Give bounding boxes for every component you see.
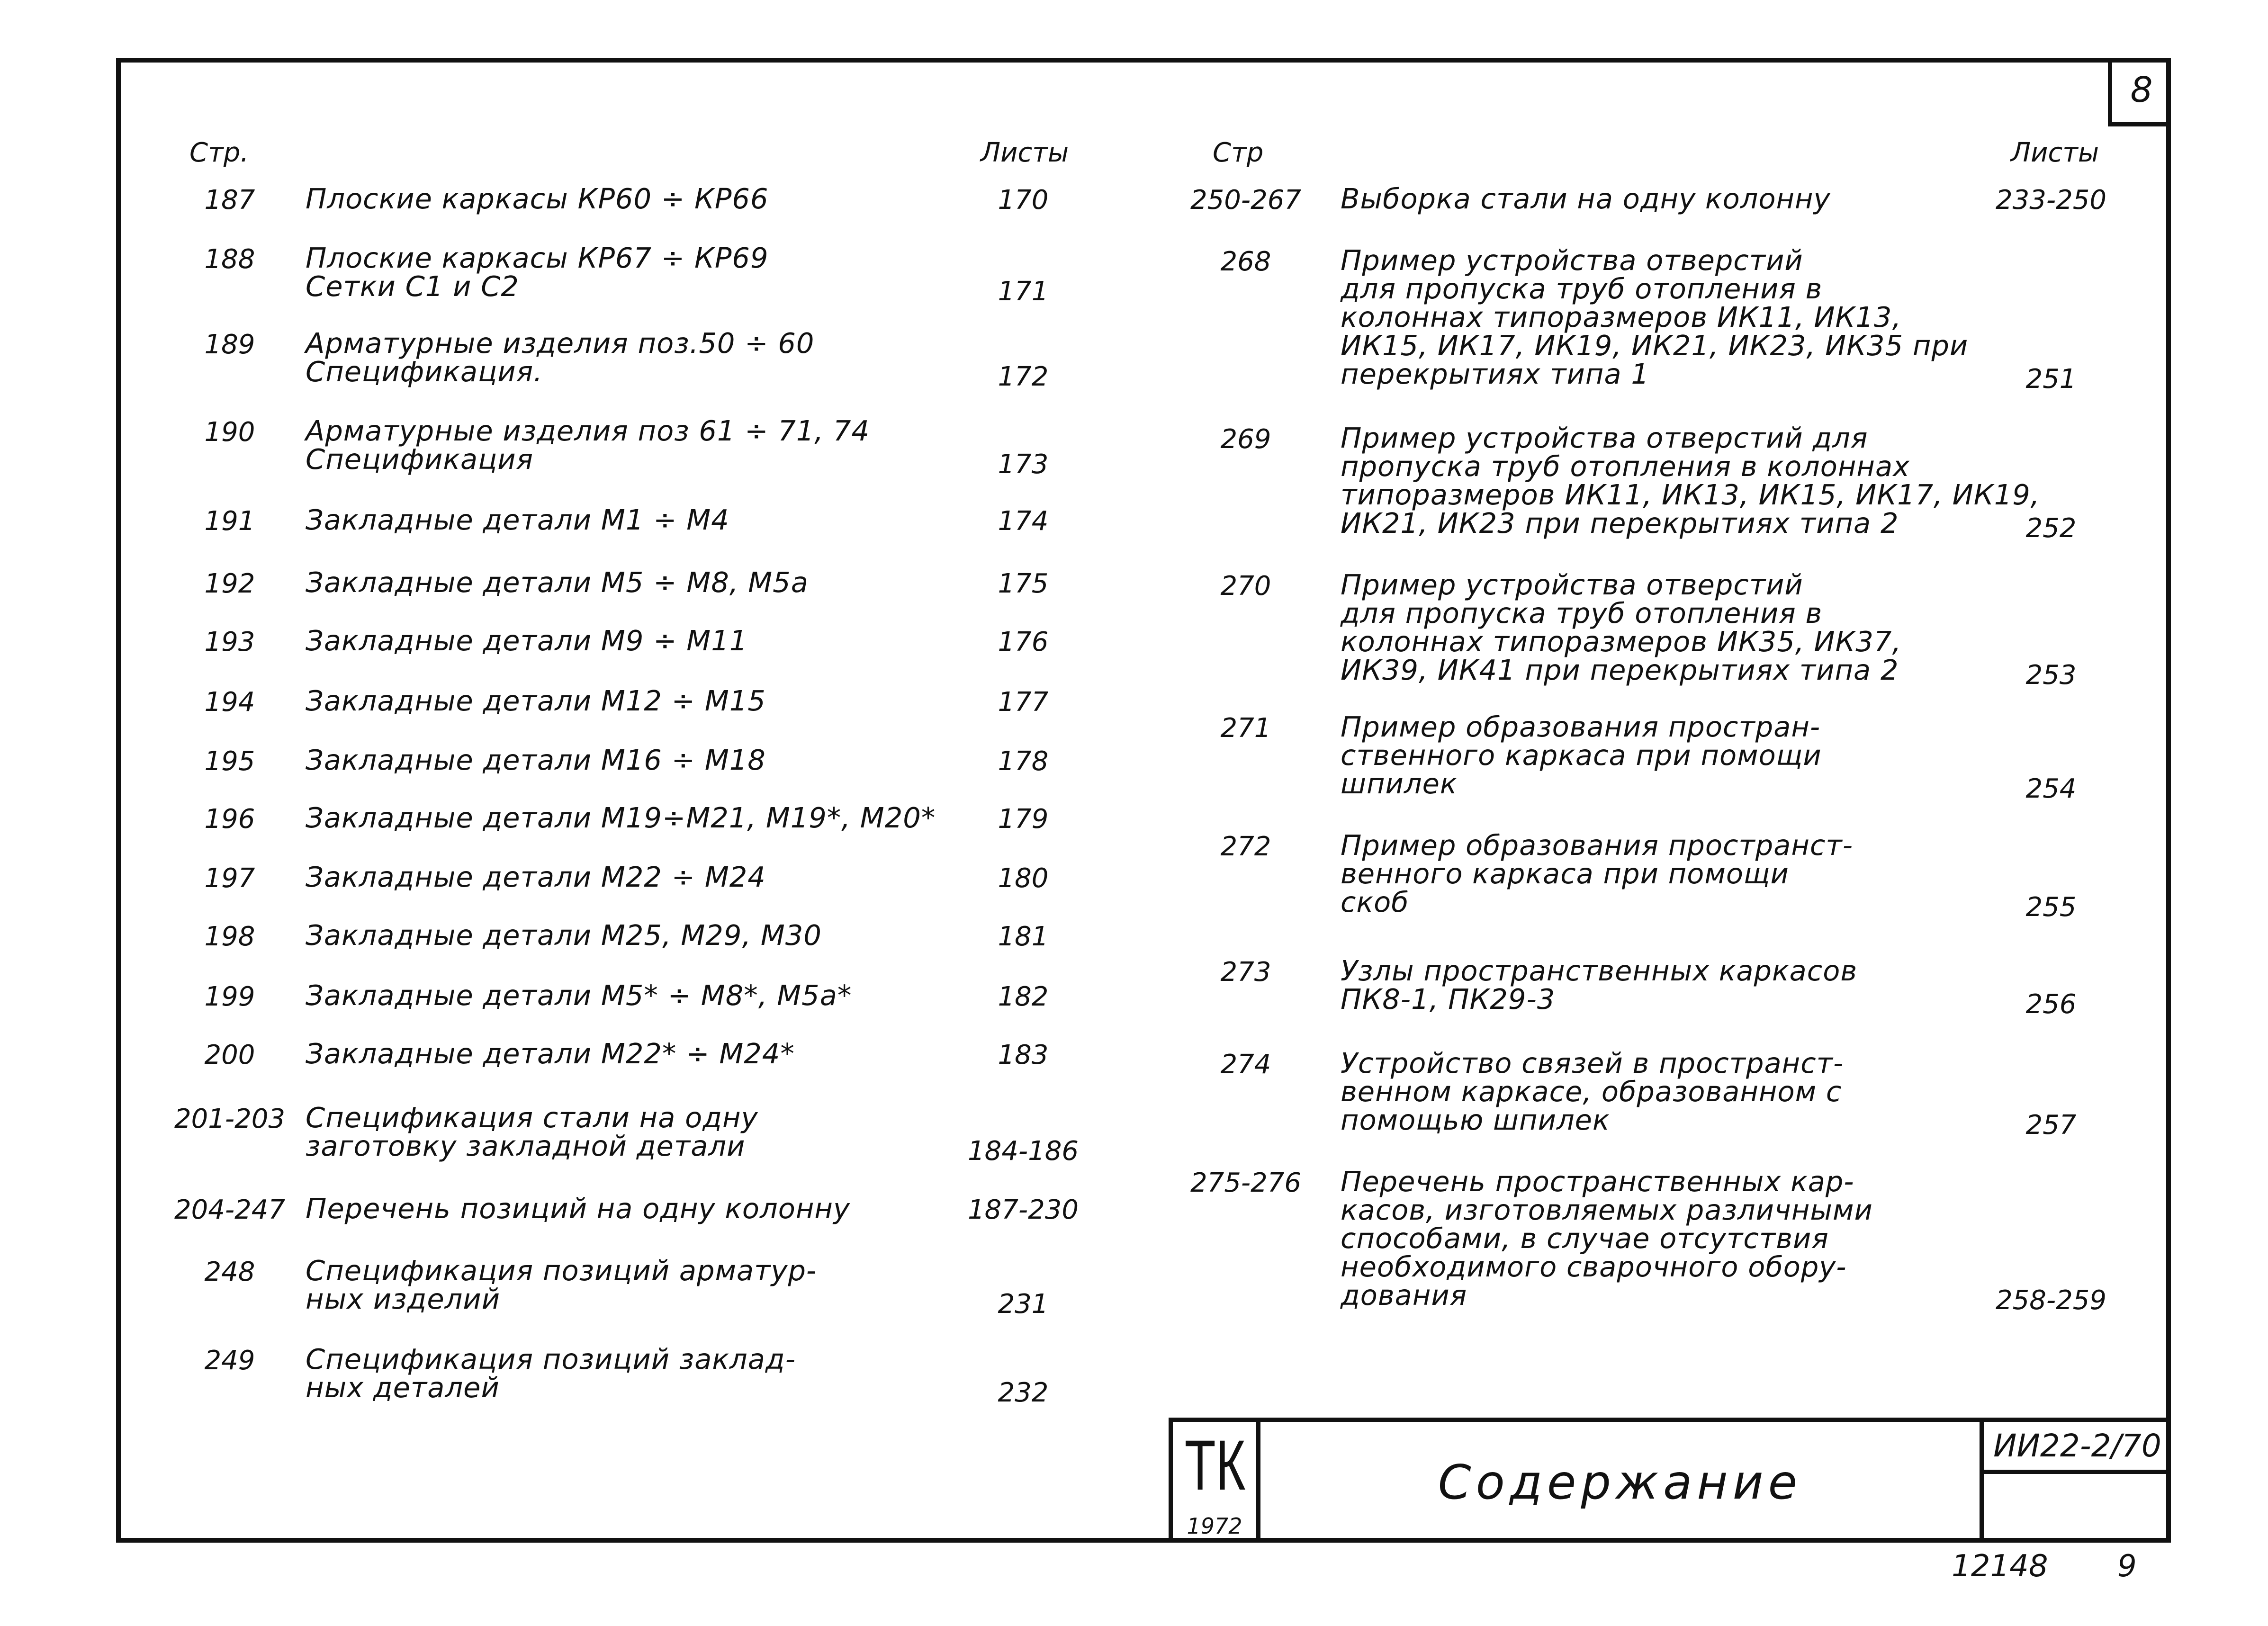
right-entry-title <box>1341 182 1831 215</box>
right-entry-sheets: 256 <box>2025 989 2077 1020</box>
left-entry-page: 191 <box>204 506 255 537</box>
org-cell <box>1173 1422 1260 1543</box>
left-entry-title <box>306 1192 850 1225</box>
left-entry-title-line: Закладные детали М5* ÷ М8*, М5а* <box>306 979 852 1012</box>
left-entry-page: 190 <box>204 417 255 448</box>
right-entry-title-line: венного каркаса при помощи <box>1341 857 1789 890</box>
right-entry-title-line: ПК8-1, ПК29-3 <box>1341 983 1556 1015</box>
left-entry-title <box>306 981 852 1010</box>
left-entry-title-line: Закладные детали М22 ÷ М24 <box>306 861 766 893</box>
left-entry-sheets: 174 <box>998 506 1049 537</box>
right-entry-title-line: Перечень пространственных кар- <box>1341 1165 1854 1198</box>
left-entry-title-line: Закладные детали М16 ÷ М18 <box>306 744 766 776</box>
left-entry-sheets: 231 <box>998 1289 1049 1320</box>
left-entry-title-line: Спецификация стали на одну <box>306 1101 758 1134</box>
right-entry-page: 275-276 <box>1190 1168 1301 1198</box>
inventory-number: 12148 <box>1952 1549 2048 1584</box>
left-entry-page: 195 <box>204 746 255 777</box>
right-entry-title <box>1341 710 1822 800</box>
left-entry-title <box>306 503 729 536</box>
left-entry-sheets: 172 <box>998 361 1049 392</box>
left-entry-title-line: Закладные детали М25, М29, М30 <box>306 919 822 952</box>
left-entry-sheets: 170 <box>998 185 1049 216</box>
right-entry-title-line: венном каркасе, образованном с <box>1341 1075 1842 1108</box>
right-entry-title-line: Пример образования простран- <box>1341 710 1821 743</box>
left-entry-title <box>306 801 936 834</box>
left-entry-title <box>306 921 822 950</box>
left-entry-title-line: ных деталей <box>306 1371 500 1404</box>
right-entry-title-line: колоннах типоразмеров ИК11, ИК13, <box>1341 301 1902 333</box>
left-entry-title-line: ных изделий <box>306 1283 501 1315</box>
left-entry-title-line: Спецификация. <box>306 355 543 388</box>
right-entry-title <box>1341 1049 1844 1134</box>
right-entry-title-line: касов, изготовляемых различными <box>1341 1194 1873 1226</box>
right-entry-page: 274 <box>1220 1049 1271 1080</box>
left-entry-title-line: Плоские каркасы КР60 ÷ КР66 <box>306 182 769 215</box>
left-entry-title-line: Спецификация <box>306 443 534 476</box>
right-entry-title <box>1341 954 1858 1015</box>
left-entry-sheets: 177 <box>998 687 1049 718</box>
title-block <box>1169 1418 2171 1543</box>
left-entry-title <box>306 1101 758 1162</box>
left-entry-title <box>306 1345 796 1402</box>
right-entry-title <box>1341 831 1853 916</box>
right-entry-title-line: способами, в случае отсутствия <box>1341 1222 1829 1255</box>
left-entry-page: 194 <box>204 687 255 718</box>
left-entry-sheets: 183 <box>998 1040 1049 1070</box>
right-entry-title-line: Пример устройства отверстий для <box>1341 422 1868 454</box>
right-entry-page: 250-267 <box>1190 185 1301 216</box>
right-entry-sheets: 254 <box>2025 773 2077 804</box>
page-number: 8 <box>2108 58 2171 126</box>
right-entry-title-line: колоннах типоразмеров ИК35, ИК37, <box>1341 625 1902 658</box>
document-title: Содержание <box>1260 1422 1984 1543</box>
left-entry-page: 189 <box>204 329 255 360</box>
header-sheets-left: Листы <box>981 137 1069 168</box>
left-entry-sheets: 178 <box>998 746 1049 777</box>
right-entry-title-line: Пример устройства отверстий <box>1341 568 1803 601</box>
left-entry-page: 248 <box>204 1257 255 1287</box>
left-entry-title-line: Перечень позиций на одну колонну <box>306 1192 850 1225</box>
org-mark: ТК <box>1184 1425 1246 1505</box>
right-entry-page: 271 <box>1220 713 1271 744</box>
left-entry-page: 187 <box>204 185 255 216</box>
right-entry-page: 269 <box>1220 424 1271 455</box>
left-entry-sheets: 171 <box>998 276 1049 307</box>
left-entry-title <box>306 863 766 891</box>
left-entry-title-line: Плоские каркасы КР67 ÷ КР69 <box>306 242 769 274</box>
right-entry-title-line: для пропуска труб отопления в <box>1341 597 1823 629</box>
left-entry-page: 204-247 <box>174 1195 285 1225</box>
left-entry-sheets: 180 <box>998 863 1049 894</box>
left-entry-title <box>306 746 766 774</box>
right-entry-title-line: ИК15, ИК17, ИК19, ИК21, ИК23, ИК35 при <box>1341 329 1969 362</box>
right-entry-title-line: пропуска труб отопления в колоннах <box>1341 450 1910 483</box>
left-entry-title <box>306 329 814 386</box>
left-entry-title-line: Спецификация позиций арматур- <box>306 1254 817 1287</box>
left-entry-sheets: 232 <box>998 1377 1049 1408</box>
right-entry-title-line: для пропуска труб отопления в <box>1341 272 1823 305</box>
header-page-right: Стр <box>1213 137 1264 168</box>
org-year: 1972 <box>1187 1513 1242 1539</box>
right-entry-title-line: дования <box>1341 1279 1467 1312</box>
left-entry-page: 200 <box>204 1040 255 1070</box>
right-entry-title-line: Устройство связей в пространст- <box>1341 1047 1844 1079</box>
left-entry-sheets: 181 <box>998 921 1049 952</box>
left-entry-page: 198 <box>204 921 255 952</box>
right-entry-page: 270 <box>1220 571 1271 602</box>
right-entry-title <box>1341 568 1902 686</box>
left-entry-title-line: Арматурные изделия поз.50 ÷ 60 <box>306 327 815 359</box>
right-entry-title-line: типоразмеров ИК11, ИК13, ИК15, ИК17, ИК19, <box>1341 478 2040 511</box>
right-entry-title-line: ственного каркаса при помощи <box>1341 739 1822 772</box>
left-entry-title-line: Закладные детали М1 ÷ М4 <box>306 503 729 536</box>
right-entry-sheets: 258-259 <box>1996 1285 2106 1316</box>
right-entry-title-line: ИК21, ИК23 при перекрытиях типа 2 <box>1341 507 1899 539</box>
right-entry-title <box>1341 246 1968 388</box>
right-entry-title-line: помощью шпилек <box>1341 1104 1610 1136</box>
right-entry-title-line: шпилек <box>1341 767 1458 800</box>
left-entry-sheets: 173 <box>998 449 1049 480</box>
right-entry-title-line: Выборка стали на одну колонну <box>1341 182 1831 215</box>
header-sheets-right: Листы <box>2011 137 2099 168</box>
left-entry-page: 199 <box>204 981 255 1012</box>
left-entry-sheets: 184-186 <box>968 1136 1079 1167</box>
left-entry-title <box>306 568 809 597</box>
left-entry-title-line: Сетки С1 и С2 <box>306 270 519 303</box>
left-entry-title <box>306 182 769 215</box>
right-entry-page: 268 <box>1220 246 1271 277</box>
left-entry-sheets: 187-230 <box>968 1195 1079 1225</box>
left-entry-title-line: Спецификация позиций заклад- <box>306 1343 796 1375</box>
right-entry-title-line: ИК39, ИК41 при перекрытиях типа 2 <box>1341 654 1899 686</box>
header-page-left: Стр. <box>189 137 249 168</box>
left-entry-title-line: Закладные детали М9 ÷ М11 <box>306 624 748 657</box>
right-entry-sheets: 255 <box>2025 892 2077 923</box>
left-entry-page: 192 <box>204 568 255 599</box>
left-entry-title-line: Арматурные изделия поз 61 ÷ 71, 74 <box>306 414 870 447</box>
left-entry-title <box>306 414 870 476</box>
right-entry-title-line: Пример устройства отверстий <box>1341 244 1803 277</box>
right-entry-page: 273 <box>1220 957 1271 988</box>
right-entry-title-line: перекрытиях типа 1 <box>1341 358 1649 390</box>
right-entry-title-line: скоб <box>1341 886 1409 918</box>
left-entry-page: 196 <box>204 804 255 835</box>
right-entry-sheets: 252 <box>2025 513 2077 544</box>
left-entry-sheets: 182 <box>998 981 1049 1012</box>
left-entry-sheets: 176 <box>998 627 1049 657</box>
right-entry-sheets: 251 <box>2025 364 2077 395</box>
right-entry-page: 272 <box>1220 831 1271 862</box>
left-entry-title-line: Закладные детали М19÷М21, М19*, М20* <box>306 801 936 834</box>
left-entry-title <box>306 1254 817 1315</box>
left-entry-title-line: Закладные детали М5 ÷ М8, М5а <box>306 566 809 599</box>
left-entry-title <box>306 244 768 301</box>
right-entry-title <box>1341 424 2040 538</box>
left-entry-title <box>306 1037 795 1070</box>
right-entry-title-line: Узлы пространственных каркасов <box>1341 954 1858 987</box>
right-entry-sheets: 257 <box>2025 1110 2077 1141</box>
left-entry-page: 188 <box>204 244 255 275</box>
left-entry-page: 197 <box>204 863 255 894</box>
left-entry-title-line: Закладные детали М22* ÷ М24* <box>306 1037 795 1070</box>
right-entry-sheets: 233-250 <box>1996 185 2106 216</box>
left-entry-page: 201-203 <box>174 1104 285 1134</box>
right-entry-title-line: Пример образования пространст- <box>1341 829 1854 862</box>
left-entry-title <box>306 624 748 657</box>
left-entry-sheets: 175 <box>998 568 1049 599</box>
left-entry-title-line: заготовку закладной детали <box>306 1130 746 1162</box>
left-entry-page: 193 <box>204 627 255 657</box>
left-entry-page: 249 <box>204 1345 255 1376</box>
left-entry-title <box>306 684 766 717</box>
sheet-number: 9 <box>2117 1549 2137 1584</box>
right-entry-title-line: необходимого сварочного обору- <box>1341 1250 1847 1283</box>
left-entry-title-line: Закладные детали М12 ÷ М15 <box>306 684 766 717</box>
right-entry-title <box>1341 1165 1873 1312</box>
right-entry-sheets: 253 <box>2025 660 2077 691</box>
left-entry-sheets: 179 <box>998 804 1049 835</box>
document-code: ИИ22-2/70 <box>1984 1422 2171 1474</box>
